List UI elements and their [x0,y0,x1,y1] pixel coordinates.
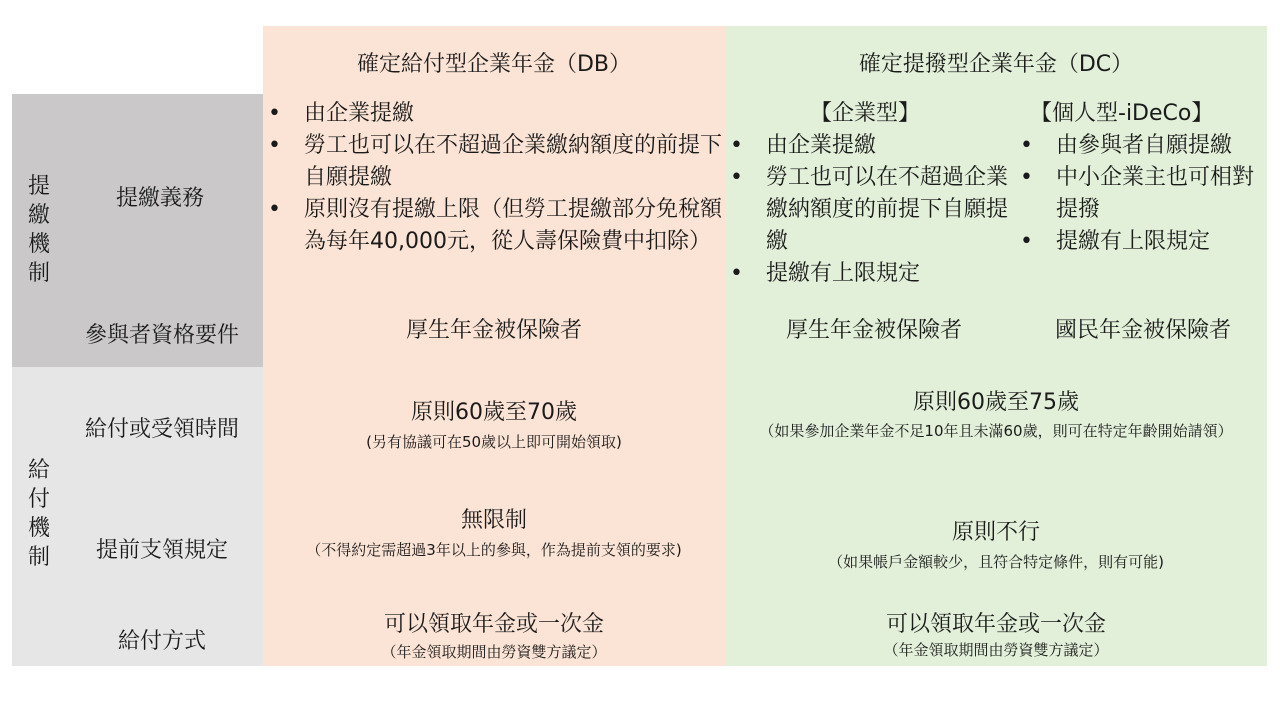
dc-personal-eligibility: 國民年金被保險者 [1054,318,1231,343]
group-label-benefit: 給付機制 [27,458,50,570]
list-item: • 由企業提繳 [264,98,722,130]
dc-personal-subheader: 【個人型-iDeCo】 [1030,101,1214,126]
list-item: • 提繳有上限規定 [1016,226,1264,258]
db-eligibility: 厚生年金被保險者 [405,318,582,343]
db-column-header: 確定給付型企業年金（DB） [356,52,632,77]
list-item: • 原則沒有提繳上限（但勞工提繳部分免稅額為每年40,000元，從人壽保險費中扣除） [264,194,722,258]
list-item: • 由企業提繳 [726,130,1020,162]
list-item: • 由參與者自願提繳 [1016,130,1264,162]
list-item: • 勞工也可以在不超過企業繳納額度的前提下自願提繳 [264,130,722,194]
db-timing-note: (另有協議可在50歲以上即可開始領取) [366,433,622,451]
dc-method-main: 可以領取年金或一次金 [885,612,1106,637]
group-label-contribution: 提繳機制 [27,174,50,286]
list-item: • 提繳有上限規定 [726,258,1020,290]
dc-timing-note: （如果參加企業年金不足10年且未滿60歲，則可在特定年齡開始請領） [759,422,1233,440]
row-label-timing: 給付或受領時間 [84,417,239,442]
list-item: • 勞工也可以在不超過企業繳納額度的前提下自願提繳 [726,162,1020,258]
dc-timing-main: 原則60歲至75歲 [913,390,1079,415]
db-timing-main: 原則60歲至70歲 [411,400,577,425]
db-obligation-list [264,98,722,258]
dc-early-note: （如果帳戶金額較少，且符合特定條件，則有可能) [828,553,1164,571]
dc-corporate-subheader: 【企業型】 [810,101,921,126]
row-label-early: 提前支領規定 [95,538,228,563]
list-item: • 中小企業主也可相對提撥 [1016,162,1264,226]
dc-early-main: 原則不行 [951,520,1040,545]
dc-method-note: （年金領取期間由勞資雙方議定） [883,641,1109,659]
db-method-main: 可以領取年金或一次金 [383,612,604,637]
db-method-note: （年金領取期間由勞資雙方議定） [381,643,607,661]
db-early-note: （不得約定需超過3年以上的參與，作為提前支領的要求) [306,541,682,559]
dc-personal-obligation-list [1016,130,1264,258]
dc-column-header: 確定提撥型企業年金（DC） [858,52,1134,77]
row-label-method: 給付方式 [117,629,206,654]
dc-corporate-eligibility: 厚生年金被保險者 [785,318,962,343]
row-label-eligibility: 參與者資格要件 [84,323,239,348]
db-early-main: 無限制 [460,508,527,533]
row-label-obligation: 提繳義務 [115,186,204,211]
dc-corporate-obligation-list [726,130,1020,290]
